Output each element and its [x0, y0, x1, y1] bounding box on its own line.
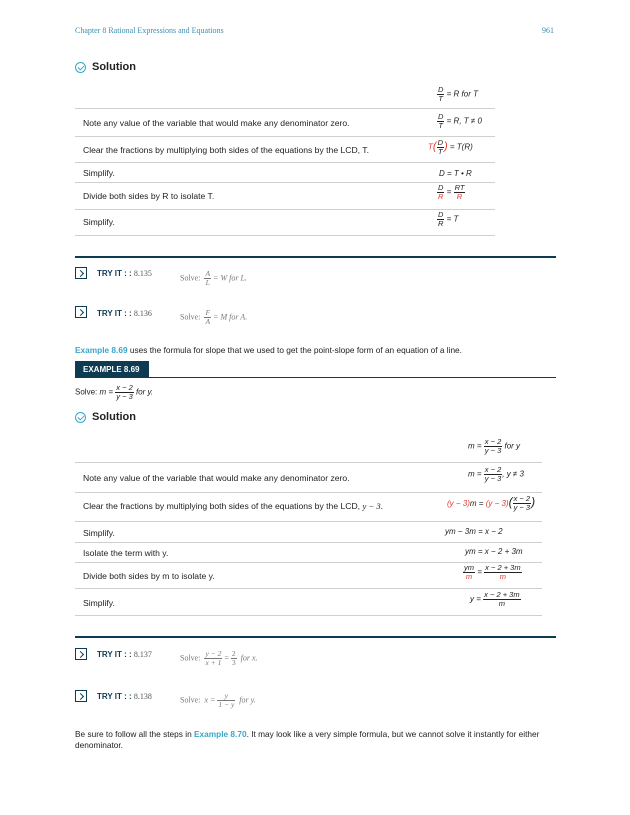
- solution-heading: Solution: [92, 411, 136, 423]
- chapter-header: Chapter 8 Rational Expressions and Equations: [75, 26, 224, 35]
- step-math: D = T • R: [439, 169, 472, 178]
- solution2-top-expression: m = $\frac{x - 2}{y - 3}$ for y: [468, 437, 521, 455]
- try-it-label: TRY IT : : 8.136: [97, 309, 152, 318]
- step-math: (y − 3)m = (y − 3)( $\frac{x - 2}{y - 3}$ ): [447, 494, 536, 513]
- step-math: m = $\frac{x - 2}{y - 3}$ , y ≠ 3: [468, 465, 524, 483]
- try-it-problem: Solve: $\frac{y - 2}{x + 1}$ = $\frac{2}{3}$ for x.: [180, 649, 258, 667]
- closing-paragraph: Be sure to follow all the steps in Example 8.70. It may look like a very simple formula, but we cannot solve it instantly for either denominator.: [75, 729, 540, 750]
- step-text: Clear the fractions by multiplying both sides of the equations by the LCD, T.: [83, 145, 369, 155]
- step-text: Simplify.: [83, 598, 115, 608]
- solution1-top-expression: $\frac{D}{T}$ = R for T: [438, 85, 478, 103]
- page-number: 961: [542, 26, 554, 35]
- try-it-label: TRY IT : : 8.137: [97, 650, 152, 659]
- expand-chevron-icon[interactable]: [75, 267, 87, 279]
- try-it-problem: Solve: x = $\frac{y}{1 - y}$ for y.: [180, 691, 256, 709]
- step-math: ym − 3m = x − 2: [445, 527, 503, 536]
- step-math: $\frac{ym}{m}$ = $\frac{x - 2 + 3m}{m}$: [464, 563, 521, 581]
- try-it-problem: Solve: $\frac{A}{L}$ = W for L.: [180, 269, 247, 287]
- try-it-label: TRY IT : : 8.138: [97, 692, 152, 701]
- step-text: Simplify.: [83, 168, 115, 178]
- step-text: Simplify.: [83, 528, 115, 538]
- step-math: $\frac{D}{R}$ = T: [438, 210, 459, 228]
- step-text: Note any value of the variable that would make any denominator zero.: [83, 473, 350, 483]
- check-circle-icon: [75, 62, 86, 73]
- step-math: y = $\frac{x - 2 + 3m}{m}$: [470, 590, 520, 608]
- solution-heading: Solution: [92, 61, 136, 73]
- step-text: Isolate the term with y.: [83, 548, 169, 558]
- step-text: Divide both sides by R to isolate T.: [83, 191, 215, 201]
- intro-paragraph: Example 8.69 uses the formula for slope that we used to get the point-slope form of an equation of a line.: [75, 345, 462, 355]
- try-it-problem: Solve: $\frac{F}{A}$ = M for A.: [180, 308, 248, 326]
- step-text: Simplify.: [83, 217, 115, 227]
- step-text: Divide both sides by m to isolate y.: [83, 571, 215, 581]
- check-circle-icon: [75, 412, 86, 423]
- step-math: T( $\frac{D}{T}$ ) = T(R): [428, 138, 473, 156]
- expand-chevron-icon[interactable]: [75, 306, 87, 318]
- expand-chevron-icon[interactable]: [75, 690, 87, 702]
- step-math: $\frac{D}{T}$ = R, T ≠ 0: [438, 112, 482, 130]
- step-math: ym = x − 2 + 3m: [465, 547, 523, 556]
- example-link[interactable]: Example 8.70: [193, 729, 247, 739]
- example-prompt: Solve: m = $\frac{x - 2}{y - 3}$ for y.: [75, 383, 154, 401]
- step-text: Note any value of the variable that would make any denominator zero.: [83, 118, 350, 128]
- example-link[interactable]: Example 8.69: [75, 345, 128, 355]
- try-it-label: TRY IT : : 8.135: [97, 269, 152, 278]
- step-text: Clear the fractions by multiplying both sides of the equations by the LCD, y − 3.: [83, 501, 384, 511]
- example-banner: EXAMPLE 8.69: [75, 361, 149, 378]
- step-math: $\frac{D}{R}$ = $\frac{RT}{R}$: [438, 183, 465, 201]
- expand-chevron-icon[interactable]: [75, 648, 87, 660]
